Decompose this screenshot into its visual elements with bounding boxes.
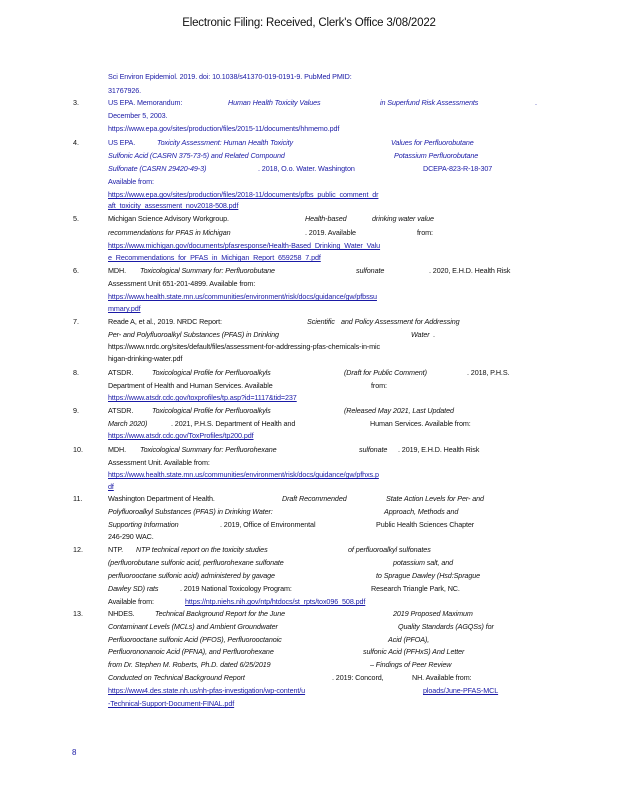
ref-link[interactable]: mmary.pdf bbox=[108, 304, 141, 313]
ref-text: ATSDR. bbox=[108, 406, 134, 415]
ref-text: NHDES. bbox=[108, 609, 135, 618]
ref-title: March 2020) bbox=[108, 419, 148, 428]
ref-title: Approach, Methods and bbox=[384, 507, 459, 516]
ref-title: Potassium Perfluorobutane bbox=[394, 151, 479, 160]
ref-title: Sulfonic Acid (CASRN 375-73-5) and Related Compound bbox=[108, 151, 285, 160]
ref-title: Supporting Information bbox=[108, 520, 179, 529]
ref-link[interactable]: https://www.atsdr.cdc.gov/toxprofiles/tp.asp?id=1117&tid=237 bbox=[108, 393, 297, 402]
ref-link[interactable]: https://www.health.state.mn.us/communities/environment/risk/docs/guidance/gw/pfhxs.p bbox=[108, 470, 379, 479]
ref-text: . 2019, Office of Environmental bbox=[220, 520, 316, 529]
ref-title: potassium salt, and bbox=[393, 558, 454, 567]
ref-text: Available from: bbox=[108, 597, 154, 606]
ref-link[interactable]: https://ntp.niehs.nih.gov/ntp/htdocs/st_rpts/tox096_508.pdf bbox=[185, 597, 366, 606]
ref-text: 246-290 WAC. bbox=[108, 532, 154, 541]
ref-text: US EPA. bbox=[108, 138, 136, 147]
ref-text: . 2019, E.H.D. Health Risk bbox=[398, 445, 480, 454]
ref-text: Sci Environ Epidemiol. 2019. doi: 10.1038/s41370-019-0191-9. PubMed PMID: bbox=[108, 72, 352, 81]
ref-title: to Sprague Dawley (Hsd:Sprague bbox=[376, 571, 481, 580]
ref-text: https://www.nrdc.org/sites/default/files/assessment-for-addressing-pfas-chemicals-in-mic bbox=[108, 342, 381, 351]
ref-title: Conducted on Technical Background Report bbox=[108, 673, 245, 682]
ref-title: Toxicity Assessment: Human Health Toxicity bbox=[157, 138, 294, 147]
ref-title: Contaminant Levels (MCLs) and Ambient Groundwater bbox=[108, 622, 278, 631]
ref-title: sulfonate bbox=[356, 266, 385, 275]
ref-text: ATSDR. bbox=[108, 368, 134, 377]
ref-text: NTP. bbox=[108, 545, 124, 554]
ref-title: Human Health Toxicity Values bbox=[228, 98, 321, 107]
ref-title: Acid (PFOA), bbox=[388, 635, 430, 644]
ref-title: perfluorooctane sulfonic acid) administered by gavage bbox=[108, 571, 275, 580]
ref-title: – Findings of Peer Review bbox=[370, 660, 452, 669]
ref-number: 7. bbox=[73, 317, 79, 326]
ref-title: Draft Recommended bbox=[282, 494, 347, 503]
ref-title: (Released May 2021, Last Updated bbox=[344, 406, 454, 415]
ref-title: (Draft for Public Comment) bbox=[344, 368, 427, 377]
ref-title: Toxicological Summary for: Perfluorohexane bbox=[140, 445, 277, 454]
ref-title: Values for Perfluorobutane bbox=[391, 138, 474, 147]
ref-link[interactable]: ploads/June-PFAS-MCL bbox=[423, 686, 499, 695]
ref-text: from: bbox=[371, 381, 387, 390]
ref-number: 10. bbox=[73, 445, 83, 454]
ref-number: 13. bbox=[73, 609, 83, 618]
ref-title: from Dr. Stephen M. Roberts, Ph.D. dated 6/25/2019 bbox=[108, 660, 271, 669]
ref-title: Dawley SD) rats bbox=[108, 584, 159, 593]
ref-text: Public Health Sciences Chapter bbox=[376, 520, 475, 529]
filing-header: Electronic Filing: Received, Clerk's Office 3/08/2022 bbox=[182, 17, 436, 29]
ref-text: Washington Department of Health. bbox=[108, 494, 215, 503]
ref-text: Research Triangle Park, NC. bbox=[371, 584, 460, 593]
ref-title: drinking water value bbox=[372, 214, 434, 223]
ref-link[interactable]: aft_toxicity_assessment_nov2018-508.pdf bbox=[108, 201, 239, 210]
ref-number: 8. bbox=[73, 368, 79, 377]
ref-text: Michigan Science Advisory Workgroup. bbox=[108, 214, 229, 223]
ref-text: December 5, 2003. bbox=[108, 111, 168, 120]
ref-number: 12. bbox=[73, 545, 83, 554]
ref-title: of perfluoroalkyl sulfonates bbox=[348, 545, 431, 554]
ref-link[interactable]: https://www.michigan.gov/documents/pfasresponse/Health-Based_Drinking_Water_Valu bbox=[108, 241, 381, 250]
ref-title: Toxicological Profile for Perfluoroalkyls bbox=[152, 406, 271, 415]
ref-title: (perfluorobutane sulfonic acid, perfluorohexane sulfonate bbox=[108, 558, 284, 567]
ref-text: . 2021, P.H.S. Department of Health and bbox=[171, 419, 296, 428]
ref-link[interactable]: https://www.atsdr.cdc.gov/ToxProfiles/tp200.pdf bbox=[108, 431, 254, 440]
ref-title: NTP technical report on the toxicity studies bbox=[136, 545, 268, 554]
ref-link[interactable]: -Technical-Support-Document-FINAL.pdf bbox=[108, 699, 235, 708]
ref-title: Perfluorononanoic Acid (PFNA), and Perfluorohexane bbox=[108, 647, 274, 656]
ref-title: State Action Levels for Per- and bbox=[386, 494, 484, 503]
ref-title: Technical Background Report for the June bbox=[155, 609, 285, 618]
ref-title: Polyfluoroalkyl Substances (PFAS) in Drinking Water: bbox=[108, 507, 273, 516]
ref-title: Perfluorooctane sulfonic Acid (PFOS), Perfluorooctanoic bbox=[108, 635, 282, 644]
ref-text: . bbox=[433, 330, 435, 339]
ref-text: Assessment Unit. Available from: bbox=[108, 458, 210, 467]
ref-text: Assessment Unit 651-201-4899. Available from: bbox=[108, 279, 256, 288]
ref-text: Available from: bbox=[108, 177, 154, 186]
ref-text: from: bbox=[417, 228, 433, 237]
ref-text: 31767926. bbox=[108, 86, 142, 95]
ref-text: . 2019: Concord, bbox=[332, 673, 384, 682]
ref-title: Quality Standards (AGQSs) for bbox=[398, 622, 494, 631]
ref-text: . 2020, E.H.D. Health Risk bbox=[429, 266, 511, 275]
ref-text: US EPA. Memorandum: bbox=[108, 98, 183, 107]
ref-text: . 2018, P.H.S. bbox=[467, 368, 510, 377]
ref-title: sulfonic Acid (PFHxS) And Letter bbox=[363, 647, 465, 656]
ref-number: 4. bbox=[73, 138, 79, 147]
ref-text: Department of Health and Human Services. Available bbox=[108, 381, 273, 390]
ref-text: NH. Available from: bbox=[412, 673, 472, 682]
ref-title: Toxicological Summary for: Perfluorobutane bbox=[140, 266, 275, 275]
ref-text: . 2018, O.o. Water. Washington bbox=[258, 164, 355, 173]
ref-text: . 2019 National Toxicology Program: bbox=[180, 584, 292, 593]
ref-text: MDH. bbox=[108, 266, 126, 275]
ref-link[interactable]: https://www.epa.gov/sites/production/files/2018-11/documents/pfbs_public_comment_dr bbox=[108, 190, 379, 199]
page-number: 8 bbox=[72, 748, 77, 757]
ref-link[interactable]: e_Recommendations_for_PFAS_in_Michigan_Report_659258_7.pdf bbox=[108, 253, 321, 262]
ref-text: . 2019. Available bbox=[305, 228, 356, 237]
ref-link[interactable]: https://www4.des.state.nh.us/nh-pfas-investigation/wp-content/u bbox=[108, 686, 306, 695]
ref-text: higan-drinking-water.pdf bbox=[108, 354, 183, 363]
ref-number: 3. bbox=[73, 98, 79, 107]
ref-title: Scientific bbox=[307, 317, 335, 326]
ref-number: 5. bbox=[73, 214, 79, 223]
ref-text: DCEPA-823-R-18-307 bbox=[423, 164, 493, 173]
ref-number: 11. bbox=[73, 494, 83, 503]
ref-title: in Superfund Risk Assessments bbox=[380, 98, 479, 107]
ref-title: Toxicological Profile for Perfluoroalkyls bbox=[152, 368, 271, 377]
ref-text: . bbox=[535, 98, 537, 107]
ref-text: MDH. bbox=[108, 445, 126, 454]
ref-title: Water bbox=[411, 330, 430, 339]
ref-link[interactable]: https://www.epa.gov/sites/production/files/2015-11/documents/hhmemo.pdf bbox=[108, 124, 340, 133]
ref-title: Per- and Polyfluoroalkyl Substances (PFAS) in Drinking bbox=[108, 330, 279, 339]
ref-title: 2019 Proposed Maximum bbox=[393, 609, 473, 618]
ref-title: sulfonate bbox=[359, 445, 388, 454]
ref-number: 9. bbox=[73, 406, 79, 415]
ref-number: 6. bbox=[73, 266, 79, 275]
ref-link[interactable]: https://www.health.state.mn.us/communities/environment/risk/docs/guidance/gw/pfbssu bbox=[108, 292, 377, 301]
ref-title: recommendations for PFAS in Michigan bbox=[108, 228, 231, 237]
ref-title: Health-based bbox=[305, 214, 347, 223]
ref-text: Reade A, et al., 2019. NRDC Report: bbox=[108, 317, 222, 326]
ref-link[interactable]: df bbox=[108, 482, 114, 491]
ref-title: Sulfonate (CASRN 29420-49-3) bbox=[108, 164, 207, 173]
ref-title: and Policy Assessment for Addressing bbox=[341, 317, 460, 326]
ref-text: Human Services. Available from: bbox=[370, 419, 471, 428]
